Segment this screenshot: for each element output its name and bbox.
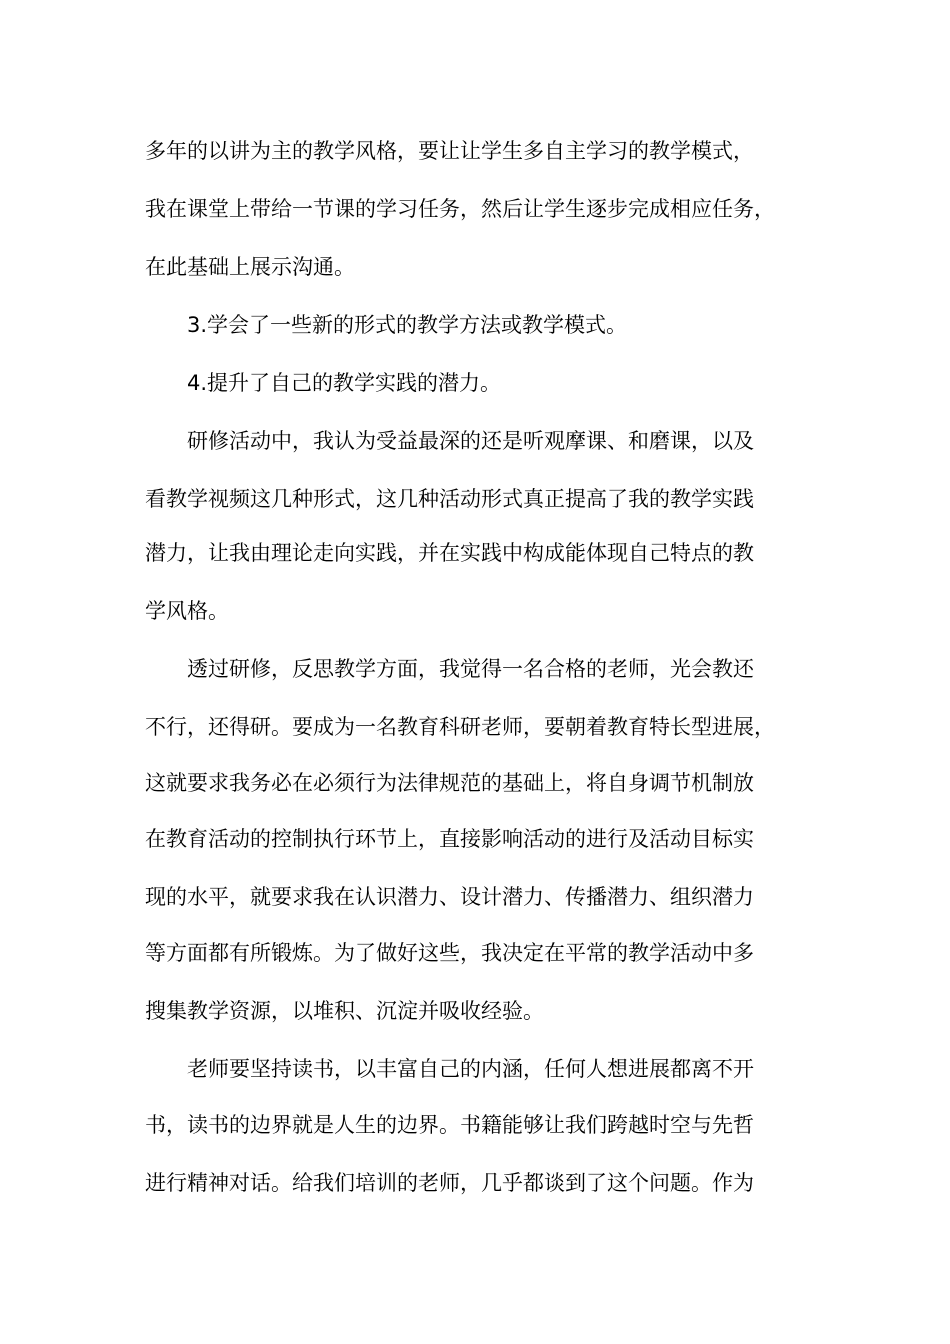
text-line: 在教育活动的控制执行环节上，直接影响活动的进行及活动目标实 — [145, 827, 754, 851]
text-line: 不行，还得研。要成为一名教育科研老师，要朝着教育特长型进展， — [145, 715, 775, 739]
text-line: 进行精神对话。给我们培训的老师，几乎都谈到了这个问题。作为 — [145, 1171, 754, 1195]
text-line: 我在课堂上带给一节课的学习任务，然后让学生逐步完成相应任务， — [145, 197, 775, 221]
text-line: 3.学会了一些新的形式的教学方法或教学模式。 — [187, 313, 628, 337]
text-line: 等方面都有所锻炼。为了做好这些，我决定在平常的教学活动中多 — [145, 941, 754, 965]
text-line: 现的水平，就要求我在认识潜力、设计潜力、传播潜力、组织潜力 — [145, 885, 754, 909]
text-line: 研修活动中，我认为受益最深的还是听观摩课、和磨课，以及 — [187, 429, 754, 453]
text-line: 学风格。 — [145, 599, 229, 623]
text-line: 看教学视频这几种形式，这几种活动形式真正提高了我的教学实践 — [145, 487, 754, 511]
text-line: 在此基础上展示沟通。 — [145, 255, 355, 279]
text-line: 多年的以讲为主的教学风格，要让让学生多自主学习的教学模式， — [145, 139, 754, 163]
text-line: 老师要坚持读书，以丰富自己的内涵，任何人想进展都离不开 — [187, 1057, 754, 1081]
text-line: 4.提升了自己的教学实践的潜力。 — [187, 371, 502, 395]
text-line: 搜集教学资源，以堆积、沉淀并吸收经验。 — [145, 999, 544, 1023]
text-line: 透过研修，反思教学方面，我觉得一名合格的老师，光会教还 — [187, 657, 754, 681]
text-line: 书，读书的边界就是人生的边界。书籍能够让我们跨越时空与先哲 — [145, 1113, 754, 1137]
text-line: 这就要求我务必在必须行为法律规范的基础上，将自身调节机制放 — [145, 771, 754, 795]
text-line: 潜力，让我由理论走向实践，并在实践中构成能体现自己特点的教 — [145, 541, 754, 565]
